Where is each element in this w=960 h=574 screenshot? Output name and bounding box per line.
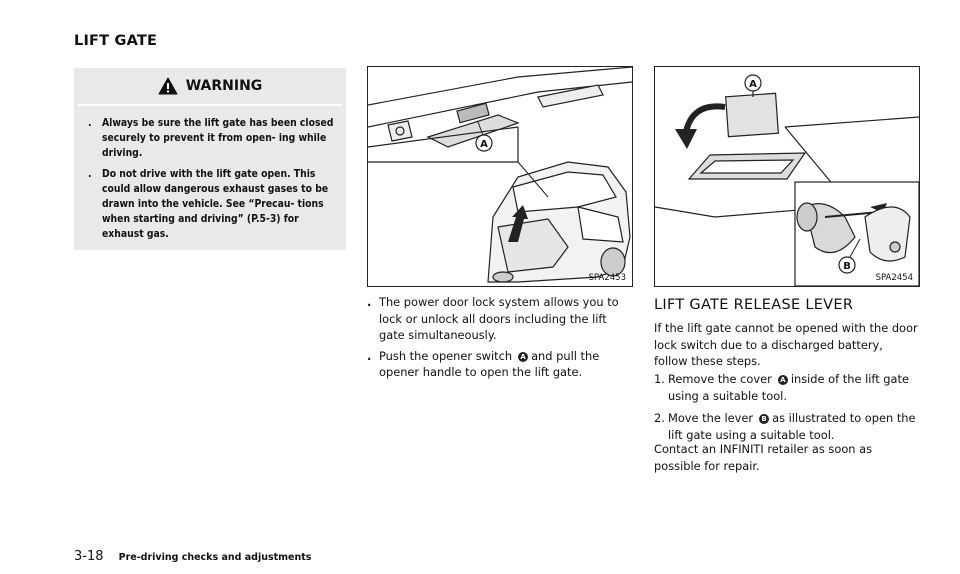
- step-text-post: inside of the lift gate using a suitable tool.: [668, 372, 909, 403]
- callout-a-badge: A: [778, 375, 788, 385]
- figure-caption: SPA2453: [588, 273, 626, 283]
- callout-a-label: A: [480, 139, 488, 150]
- page-number: 3-18: [74, 549, 104, 564]
- step-number: 2.: [654, 411, 665, 425]
- figure-caption: SPA2454: [875, 273, 913, 283]
- step-number: 1.: [654, 372, 665, 386]
- warning-divider: [78, 104, 342, 106]
- page-footer: [74, 545, 311, 564]
- warning-title: WARNING: [185, 78, 263, 94]
- release-lever-heading: LIFT GATE RELEASE LEVER: [654, 297, 854, 313]
- step-item: [654, 410, 920, 443]
- warning-item: [88, 116, 338, 161]
- callout-b-label: B: [843, 261, 851, 272]
- list-item: [367, 348, 633, 381]
- warning-item: [88, 167, 338, 242]
- callout-a-badge: A: [518, 352, 528, 362]
- list-item: [367, 294, 633, 344]
- step-text-pre: Move the lever: [668, 411, 754, 425]
- footer-chapter-title: Pre-driving checks and adjustments: [118, 552, 312, 563]
- figure-lift-gate-opener: [367, 66, 633, 287]
- warning-item-text: Do not drive with the lift gate open. This could allow dangerous exhaust gases to be drawn into the vehicle. See “Precau- tions when starting and driving” (P.5-3) for exhaust gas.: [102, 168, 329, 240]
- warning-item-text: Always be sure the lift gate has been closed securely to prevent it from open- ing while driving.: [102, 117, 334, 159]
- warning-triangle-icon: [158, 77, 178, 95]
- warning-header: [74, 68, 346, 104]
- bullet: .: [367, 295, 372, 309]
- list-item-text: The power door lock system allows you to lock or unlock all doors including the lift gate simultaneously.: [379, 295, 619, 342]
- figure-release-lever: [654, 66, 920, 287]
- opener-instructions: [367, 294, 633, 385]
- warning-list: [88, 116, 338, 248]
- list-item-text-pre: Push the opener switch: [379, 348, 513, 363]
- release-steps: [654, 371, 920, 449]
- bullet: .: [88, 117, 92, 129]
- step-text-pre: Remove the cover: [668, 372, 772, 386]
- lift-gate-illustration: [368, 67, 632, 286]
- bullet: .: [88, 168, 92, 180]
- callout-b-badge: B: [759, 414, 769, 424]
- section-title: LIFT GATE: [74, 33, 158, 49]
- release-lever-intro: If the lift gate cannot be opened with the door lock switch due to a discharged battery, follow these steps.: [654, 321, 918, 368]
- list-item-text-post: and pull the opener handle to open the lift gate.: [379, 348, 600, 379]
- bullet: .: [367, 348, 372, 363]
- release-lever-outro: Contact an INFINITI retailer as soon as possible for repair.: [654, 442, 873, 473]
- step-item: [654, 371, 920, 404]
- callout-a-label: A: [749, 79, 757, 90]
- warning-box: [74, 68, 346, 250]
- step-text-post: as illustrated to open the lift gate using a suitable tool.: [668, 411, 916, 442]
- release-lever-illustration: [655, 67, 919, 286]
